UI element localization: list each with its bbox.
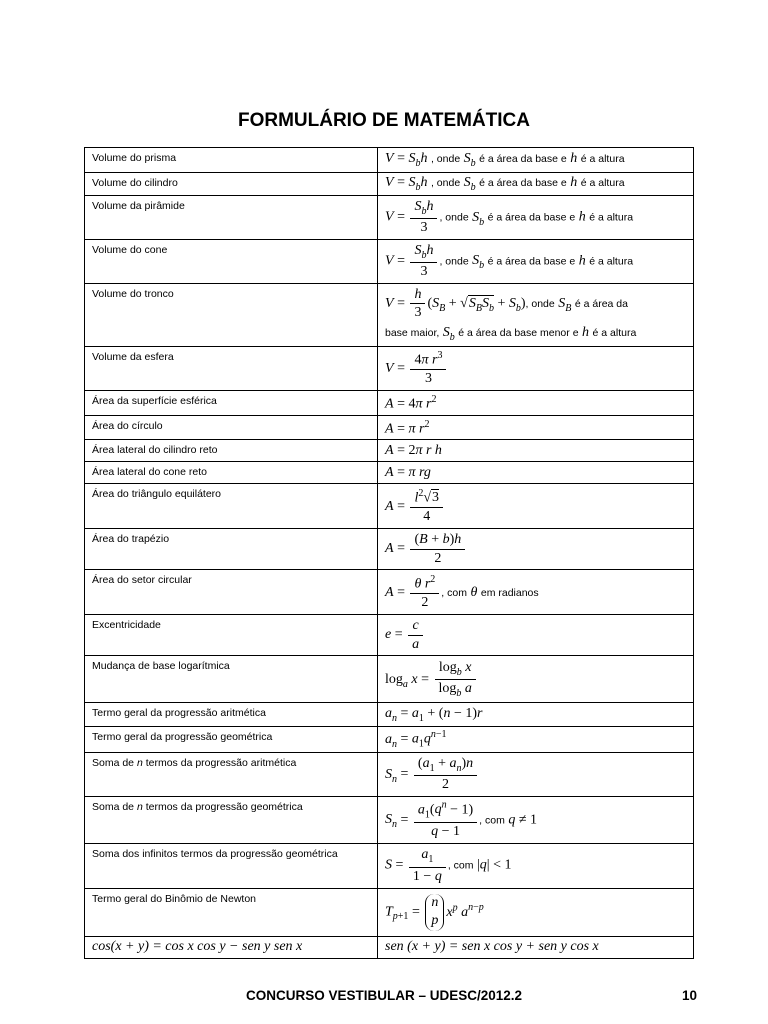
formula-text: é a área da: [574, 297, 628, 310]
label-variable: n: [136, 800, 143, 813]
formula-cell: A = π rg: [378, 462, 694, 484]
label-suffix: termos da progressão aritmética: [145, 756, 297, 769]
formula-text: é a área da base e: [487, 211, 576, 224]
formula-text: , onde: [430, 177, 461, 190]
label-variable: n: [136, 756, 143, 769]
formula-text: , onde: [525, 297, 555, 310]
formula-cell: $a_n = a_1q^{n-1}$: [378, 727, 694, 752]
formula-cell: A = $\frac{l^2√3}{4}$: [378, 484, 694, 529]
formula-cell: A = $\frac{(B + b)h}{2}$: [378, 529, 694, 570]
table-row: [85, 196, 694, 240]
formula-text: é a altura: [580, 153, 625, 166]
formula-cell: S = $\frac{a_1}{1 - q}$ , com |q| < 1: [378, 843, 694, 888]
cos-sum-formula: cos(x + y) = cos x cos y − sen y sen x: [85, 936, 378, 958]
formula-label: Área do setor circular: [85, 570, 378, 615]
formula-text: é a altura: [589, 211, 634, 224]
formula-text: base maior,: [385, 326, 440, 339]
formula-text: , onde: [439, 211, 469, 224]
formula-text: , com: [479, 814, 505, 827]
formula-cell: $T_{p+1}$ = n p $x^p$ $a^{n-p}$: [378, 888, 694, 936]
formula-label: Volume da pirâmide: [85, 196, 378, 240]
formula-label: Área da superfície esférica: [85, 391, 378, 416]
formula-label: Volume do cilindro: [85, 173, 378, 196]
table-row: [85, 615, 694, 656]
formula-text: é a altura: [580, 177, 625, 190]
table-row: [85, 347, 694, 391]
formula-label: Mudança de base logarítmica: [85, 656, 378, 703]
table-row: [85, 796, 694, 843]
table-row: [85, 462, 694, 484]
formula-text: , com: [447, 860, 474, 873]
page-title: FORMULÁRIO DE MATEMÁTICA: [237, 110, 530, 131]
formula-label: Área lateral do cone reto: [85, 462, 378, 484]
label-prefix: Soma de: [92, 800, 135, 813]
formula-cell: V = $S_bh$ 3 , onde $S_b$ é a área da base e h é a altura: [378, 196, 694, 240]
table-row: [85, 570, 694, 615]
formula-label: Volume do tronco: [85, 283, 378, 347]
page-number: 10: [682, 988, 698, 1003]
table-row: [85, 843, 694, 888]
formula-label: Volume da esfera: [85, 347, 378, 391]
formula-label: Área do círculo: [85, 416, 378, 440]
formula-label: Área lateral do cilindro reto: [85, 440, 378, 462]
formula-label: Soma dos infinitos termos da progressão geométrica: [85, 843, 378, 888]
table-row: [85, 703, 694, 727]
formula-label: Área do trapézio: [85, 529, 378, 570]
table-row: [85, 656, 694, 703]
formula-cell: $S_n$ = $\frac{a_1(q^n - 1)}{q - 1}$ , com q ≠ 1: [378, 796, 694, 843]
formula-label: Excentricidade: [85, 615, 378, 656]
table-row: [85, 173, 694, 196]
formula-cell: V = $S_bh$ 3 , onde $S_b$ é a área da base e h é a altura: [378, 239, 694, 283]
formula-cell: $V = S_bh$ , onde $S_b$ é a área da base e h é a altura: [378, 148, 694, 173]
formula-label: Termo geral da progressão geométrica: [85, 727, 378, 752]
table-row: [85, 888, 694, 936]
formula-label: Volume do cone: [85, 239, 378, 283]
formula-cell: $\log_a x$ = $\frac{\log_b x}{\log_b a}$: [378, 656, 694, 703]
table-row: [85, 416, 694, 440]
table-row: [85, 283, 694, 347]
formula-text: é a área da base e: [479, 177, 567, 190]
formula-cell: $a_n = a_1 + (n - 1)r$: [378, 703, 694, 727]
formula-label: Termo geral do Binômio de Newton: [85, 888, 378, 936]
table-row: [85, 529, 694, 570]
sen-sum-formula: sen (x + y) = sen x cos y + sen y cos x: [378, 936, 694, 958]
formula-cell: A = 4π $r^2$: [378, 391, 694, 416]
footer-text: CONCURSO VESTIBULAR – UDESC/2012.2: [245, 988, 523, 1003]
table-row: [85, 440, 694, 462]
formula-cell: $S_n$ = $\frac{(a_1 + a_n)n}{2}$: [378, 752, 694, 796]
label-prefix: Soma de: [92, 756, 135, 769]
table-row: [85, 936, 694, 958]
formula-label: [85, 796, 378, 843]
formula-label: Termo geral da progressão aritmética: [85, 703, 378, 727]
formula-cell: A = 2π r h: [378, 440, 694, 462]
table-row: [85, 148, 694, 173]
formula-text: é a área da base menor e: [458, 326, 579, 339]
formula-text: , onde: [439, 255, 469, 268]
formula-table: [84, 147, 694, 959]
formula-label: Volume do prisma: [85, 148, 378, 173]
formula-text: é a área da base e: [479, 153, 567, 166]
formula-cell: V = $\frac{h}{3}$ $(S_B + √S_BS_b + S_b)$, onde $S_B$ é a área da base maior, $S_b$ é a área da base menor e h é a altura: [378, 283, 694, 347]
formula-label: Área do triângulo equilátero: [85, 484, 378, 529]
formula-cell: V = $\frac{4\pi r^3}{3}$: [378, 347, 694, 391]
formula-label: [85, 752, 378, 796]
label-suffix: termos da progressão geométrica: [145, 800, 303, 813]
table-row: [85, 239, 694, 283]
table-row: [85, 752, 694, 796]
table-row: [85, 484, 694, 529]
formula-cell: A = π $r^2$: [378, 416, 694, 440]
table-row: [85, 727, 694, 752]
table-row: [85, 391, 694, 416]
formula-cell: A = $\frac{\theta r^2}{2}$ , com θ em radianos: [378, 570, 694, 615]
formula-cell: $V = S_bh$ , onde $S_b$ é a área da base e h é a altura: [378, 173, 694, 196]
formula-cell: e = $\frac{c}{a}$: [378, 615, 694, 656]
formula-text: é a área da base e: [487, 255, 576, 268]
formula-text: , com: [441, 586, 467, 599]
formula-text: é a altura: [589, 255, 634, 268]
formula-text: , onde: [430, 153, 461, 166]
formula-text: é a altura: [592, 326, 637, 339]
formula-text: em radianos: [480, 586, 539, 599]
